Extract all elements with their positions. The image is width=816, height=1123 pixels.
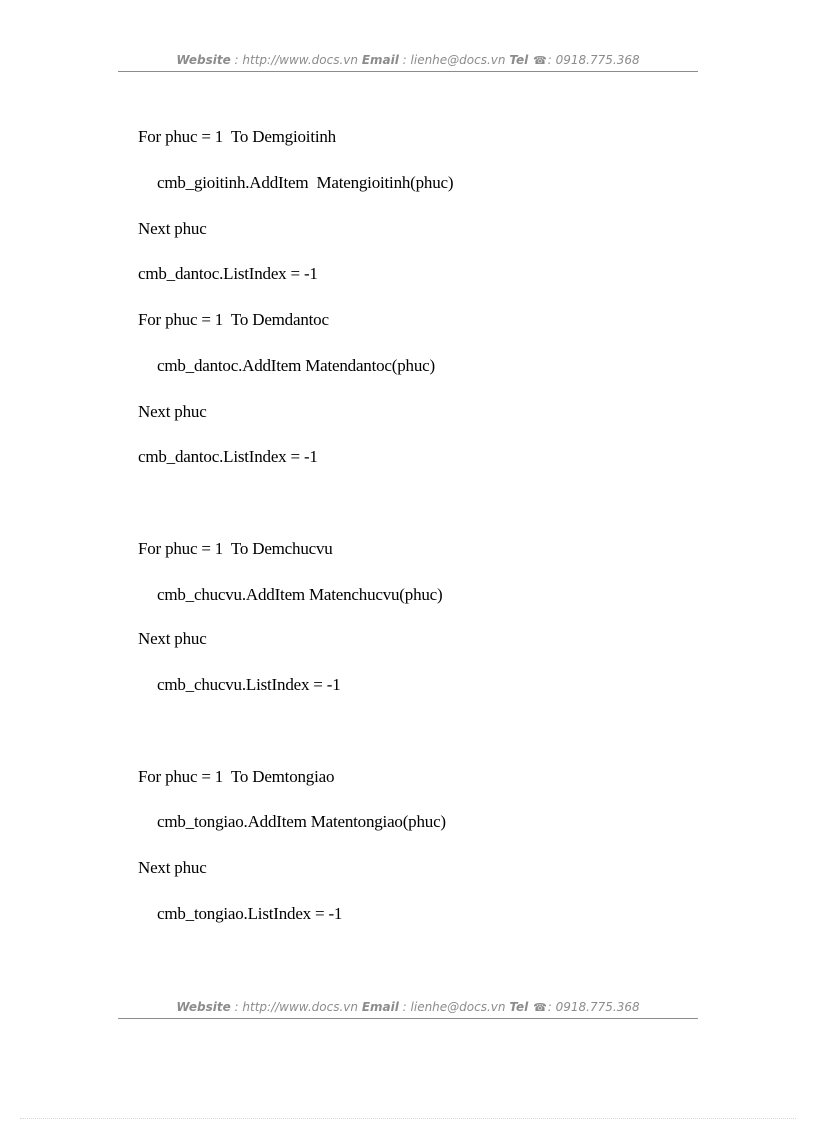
code-line: cmb_dantoc.ListIndex = -1 (138, 264, 318, 283)
page-header (118, 52, 698, 72)
footer-email-value: : lienhe@docs.vn (402, 1000, 506, 1014)
code-line: For phuc = 1 To Demtongiao (138, 767, 335, 786)
code-line: Next phuc (138, 402, 207, 421)
header-tel-label: Tel (509, 53, 529, 67)
page-footer (118, 999, 698, 1019)
phone-icon: ☎ (533, 54, 547, 67)
footer-website-label: Website (176, 1000, 231, 1014)
code-line: Next phuc (138, 858, 207, 877)
footer-tel-value: : 0918.775.368 (547, 1000, 640, 1014)
code-line: cmb_dantoc.AddItem Matendantoc(phuc) (157, 356, 435, 375)
footer-email-label: Email (361, 1000, 399, 1014)
code-line: For phuc = 1 To Demchucvu (138, 539, 333, 558)
footer-tel-label: Tel (509, 1000, 529, 1014)
header-email-value: : lienhe@docs.vn (402, 53, 506, 67)
code-line: cmb_dantoc.ListIndex = -1 (138, 447, 318, 466)
code-line: For phuc = 1 To Demgioitinh (138, 127, 336, 146)
page-edge-divider (20, 1118, 796, 1119)
code-line: cmb_tongiao.ListIndex = -1 (157, 904, 343, 923)
code-line: cmb_tongiao.AddItem Matentongiao(phuc) (157, 812, 446, 831)
header-email-label: Email (361, 53, 399, 67)
phone-icon: ☎ (533, 1001, 547, 1014)
code-line: cmb_chucvu.ListIndex = -1 (157, 675, 341, 694)
code-line: Next phuc (138, 219, 207, 238)
header-tel-value: : 0918.775.368 (547, 53, 640, 67)
header-website-label: Website (176, 53, 231, 67)
code-line: cmb_chucvu.AddItem Matenchucvu(phuc) (157, 585, 443, 604)
footer-website-value: : http://www.docs.vn (234, 1000, 358, 1014)
header-website-value: : http://www.docs.vn (234, 53, 358, 67)
code-line: cmb_gioitinh.AddItem Matengioitinh(phuc) (157, 173, 454, 192)
code-line: For phuc = 1 To Demdantoc (138, 310, 329, 329)
code-line: Next phuc (138, 629, 207, 648)
